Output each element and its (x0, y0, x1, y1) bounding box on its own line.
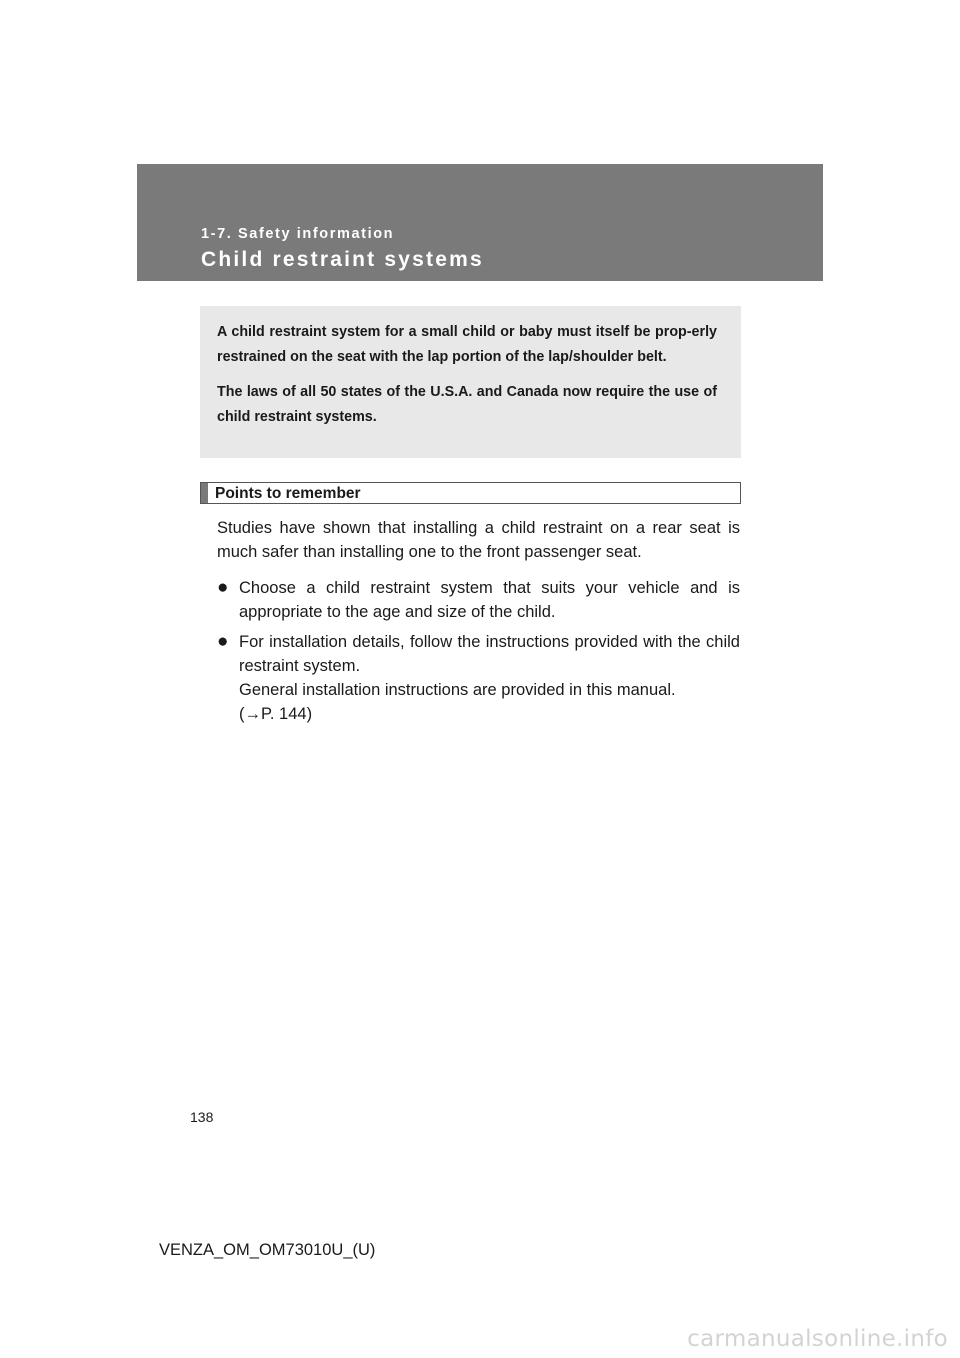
intro-paragraph: The laws of all 50 states of the U.S.A. and Canada now require the use of child restraint systems. (217, 384, 717, 425)
watermark: carmanualsonline.info (687, 1326, 948, 1352)
intro-box (200, 306, 741, 458)
points-heading-box (200, 482, 741, 504)
document-code: VENZA_OM_OM73010U_(U) (159, 1241, 376, 1259)
bullet-dot-icon: ● (217, 577, 229, 598)
bullet-text: For installation details, follow the instructions provided with the child restraint system. (239, 633, 740, 675)
points-body: Studies have shown that installing a child restraint on a rear seat is much safer than installing one to the front passenger seat. (217, 519, 740, 561)
chapter-title: Child restraint systems (201, 248, 484, 271)
section-label: 1-7. Safety information (201, 226, 395, 242)
bullet-text: Choose a child restraint system that suits your vehicle and is appropriate to the age and size of the child. (239, 579, 740, 621)
bullet-item (217, 576, 740, 624)
page-number: 138 (190, 1109, 214, 1125)
bullet-text: General installation instructions are provided in this manual. (239, 681, 676, 699)
bullet-item (217, 630, 740, 726)
chapter-header (137, 164, 823, 281)
bullet-dot-icon: ● (217, 631, 229, 652)
page-reference-link[interactable]: (→P. 144) (239, 705, 313, 723)
heading-accent-bar (201, 483, 208, 503)
intro-paragraph: A child restraint system for a small child or baby must itself be prop-erly restrained on the seat with the lap portion of the lap/shoulder belt. (217, 324, 717, 365)
points-heading: Points to remember (215, 485, 361, 502)
